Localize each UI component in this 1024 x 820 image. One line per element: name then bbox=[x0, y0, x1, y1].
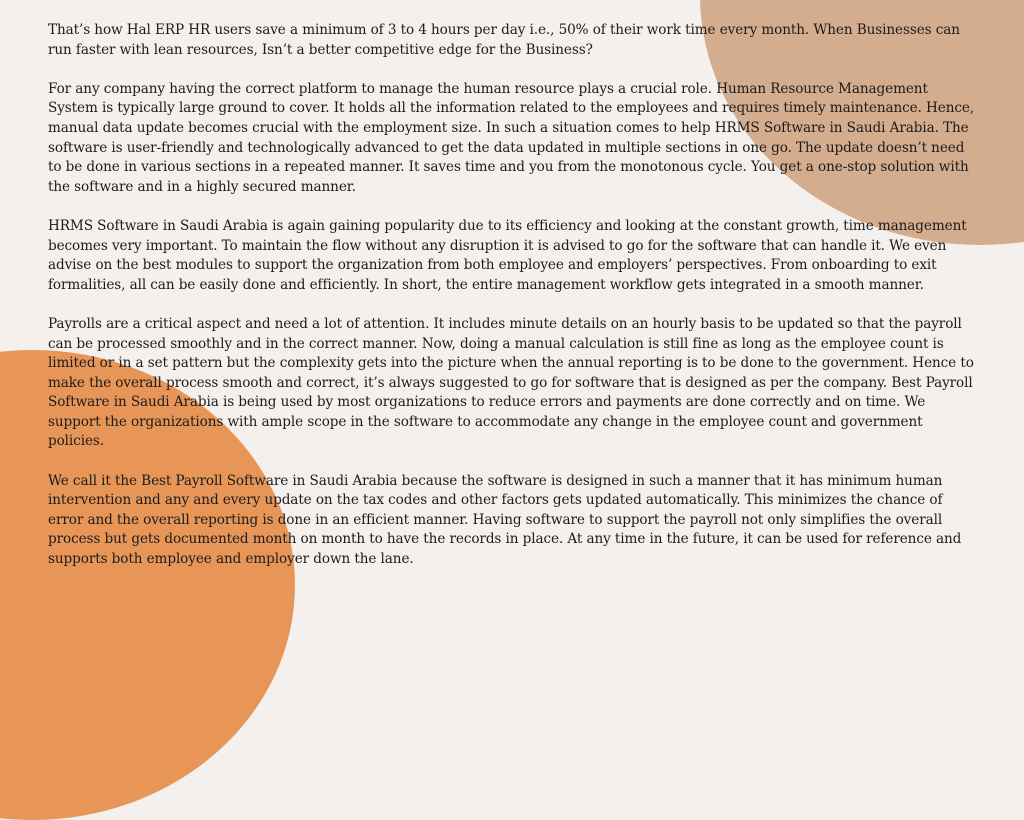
paragraph-intro: That’s how Hal ERP HR users save a minimum of 3 to 4 hours per day i.e., 50% of their work time every month. When Businesses can run faster with lean resources, Isn’t a better competitive edge for the Business? bbox=[48, 22, 960, 58]
paragraph-hrms-popularity: HRMS Software in Saudi Arabia is again gaining popularity due to its efficiency and looking at the constant growth, time management becomes very important. To maintain the flow without any disruption it is advised to go for the software that can handle it. We even advise on the best modules to support the organization from both employee and employers’ perspectives. From onboarding to exit formalities, all can be easily done and efficiently. In short, the entire management workflow gets integrated in a smooth manner. bbox=[48, 217, 967, 293]
paragraph-hrms-overview: For any company having the correct platform to manage the human resource plays a crucial role. Human Resource Management System is typically large ground to cover. It holds all the information related to the employees and requires timely maintenance. Hence, manual data update becomes crucial with the employment size. In such a situation comes to help HRMS Software in Saudi Arabia. The software is user-friendly and technologically advanced to get the data updated in multiple sections in one go. The update doesn’t need to be done in various sections in a repeated manner. It saves time and you from the monotonous cycle. You get a one-stop solution with the software and in a highly secured manner. bbox=[48, 80, 975, 195]
paragraph-best-payroll: We call it the Best Payroll Software in Saudi Arabia because the software is designed in such a manner that it has minimum human intervention and any and every update on the tax codes and other factors gets updated automatically. This minimizes the chance of error and the overall reporting is done in an efficient manner. Having software to support the payroll not only simplifies the overall process but gets documented month on month to have the records in place. At any time in the future, it can be used for reference and supports both employee and employer down the lane. bbox=[48, 472, 962, 568]
paragraph-payroll: Payrolls are a critical aspect and need a lot of attention. It includes minute details on an hourly basis to be updated so that the payroll can be processed smoothly and in the correct manner. Now, doing a manual calculation is still fine as long as the employee count is limited or in a set pattern but the complexity gets into the picture when the annual reporting is to be done to the government. Hence to make the overall process smooth and correct, it’s always suggested to go for software that is designed as per the company. Best Payroll Software in Saudi Arabia is being used by most organizations to reduce errors and payments are done correctly and on time. We support the organizations with ample scope in the software to accommodate any change in the employee count and government policies. bbox=[48, 315, 974, 450]
document-body bbox=[48, 21, 978, 570]
